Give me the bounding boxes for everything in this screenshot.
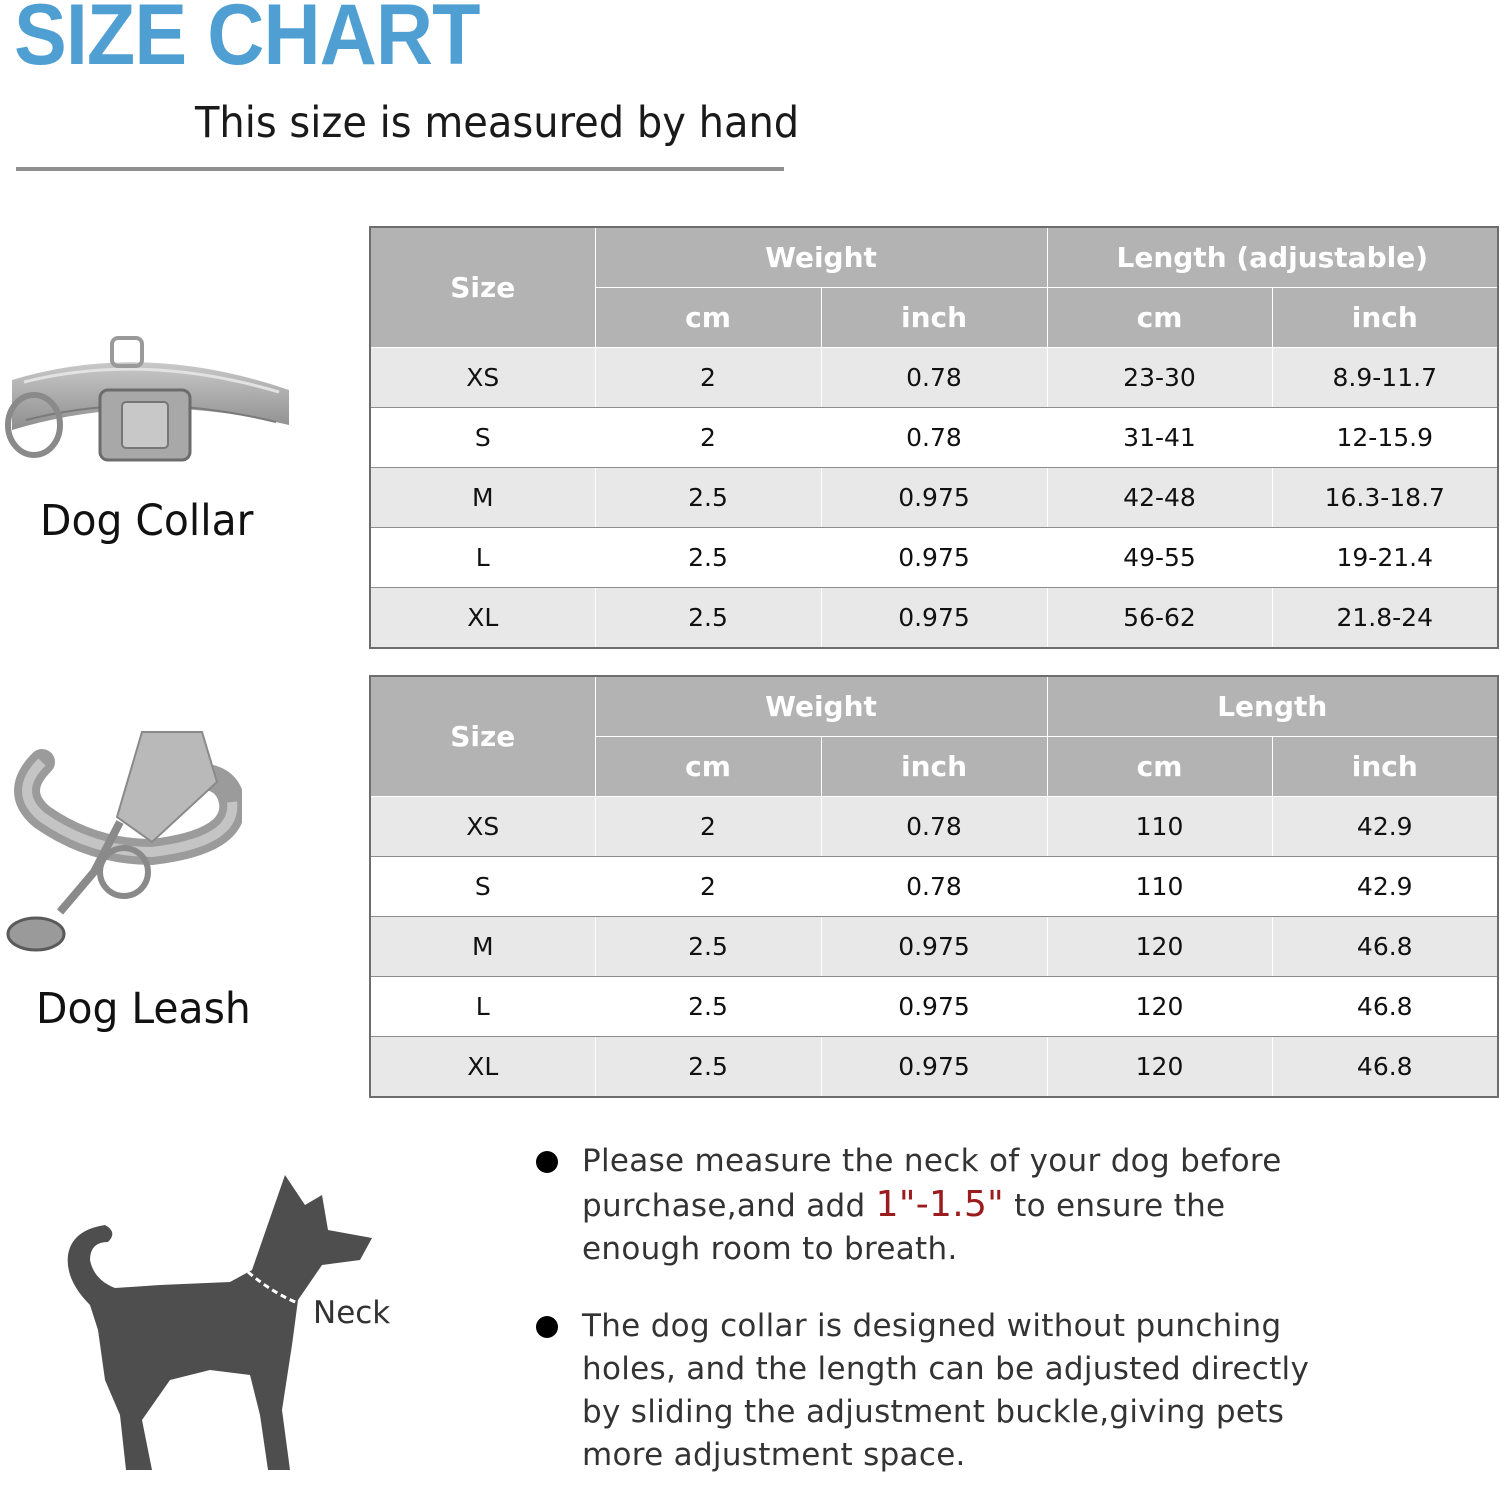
weight-inch-cell: 0.975 (821, 1037, 1047, 1098)
size-cell: XS (370, 797, 595, 857)
weight-inch-cell: 0.975 (821, 588, 1047, 649)
note1-text-end: to ensure the enough room to breath. (582, 1188, 1226, 1267)
length-inch-header: inch (1272, 737, 1498, 797)
length-inch-header: inch (1272, 288, 1498, 348)
length-cm-cell: 110 (1047, 857, 1272, 917)
size-header: Size (370, 227, 595, 348)
page-subtitle: This size is measured by hand (195, 98, 800, 148)
measurement-notes (536, 1140, 1336, 1511)
length-header: Length (1047, 676, 1498, 737)
note1-highlight: 1"-1.5" (875, 1184, 1005, 1225)
table-row (370, 588, 1498, 649)
size-cell: M (370, 917, 595, 977)
length-cm-cell: 56-62 (1047, 588, 1272, 649)
bullet-icon (536, 1316, 558, 1338)
weight-cm-header: cm (595, 737, 821, 797)
table-row (370, 917, 1498, 977)
size-cell: L (370, 528, 595, 588)
weight-cm-cell: 2.5 (595, 977, 821, 1037)
length-inch-cell: 42.9 (1272, 857, 1498, 917)
table-row (370, 408, 1498, 468)
note2-text: The dog collar is designed without punching holes, and the length can be adjusted directly by sliding the adjustment buckle,giving pets more adjustment space. (582, 1308, 1310, 1473)
weight-cm-header: cm (595, 288, 821, 348)
weight-cm-cell: 2.5 (595, 588, 821, 649)
length-inch-cell: 12-15.9 (1272, 408, 1498, 468)
page-title: SIZE CHART (14, 0, 480, 83)
title-divider (16, 167, 784, 171)
collar-label: Dog Collar (40, 496, 254, 546)
weight-inch-cell: 0.78 (821, 408, 1047, 468)
weight-inch-cell: 0.975 (821, 468, 1047, 528)
weight-inch-cell: 0.975 (821, 977, 1047, 1037)
length-cm-cell: 31-41 (1047, 408, 1272, 468)
weight-cm-cell: 2.5 (595, 468, 821, 528)
length-inch-cell: 46.8 (1272, 977, 1498, 1037)
length-cm-header: cm (1047, 288, 1272, 348)
length-cm-cell: 110 (1047, 797, 1272, 857)
size-header: Size (370, 676, 595, 797)
weight-inch-cell: 0.78 (821, 797, 1047, 857)
weight-cm-cell: 2 (595, 857, 821, 917)
size-cell: XL (370, 588, 595, 649)
length-cm-cell: 49-55 (1047, 528, 1272, 588)
size-cell: S (370, 857, 595, 917)
table-row (370, 468, 1498, 528)
weight-cm-cell: 2 (595, 797, 821, 857)
note1-text: Please measure the neck of your dog before purchase,and add (582, 1143, 1282, 1224)
size-cell: M (370, 468, 595, 528)
table-row (370, 348, 1498, 408)
weight-inch-cell: 0.78 (821, 348, 1047, 408)
length-cm-cell: 120 (1047, 977, 1272, 1037)
leash-size-table (369, 675, 1499, 1098)
size-cell: L (370, 977, 595, 1037)
length-cm-cell: 23-30 (1047, 348, 1272, 408)
length-cm-cell: 120 (1047, 917, 1272, 977)
table-row (370, 797, 1498, 857)
length-cm-cell: 120 (1047, 1037, 1272, 1098)
weight-cm-cell: 2.5 (595, 1037, 821, 1098)
size-cell: XL (370, 1037, 595, 1098)
leash-label: Dog Leash (36, 984, 251, 1034)
weight-cm-cell: 2 (595, 348, 821, 408)
size-cell: XS (370, 348, 595, 408)
weight-header: Weight (595, 227, 1047, 288)
weight-inch-cell: 0.975 (821, 917, 1047, 977)
dog-leash-icon (2, 722, 242, 954)
length-inch-cell: 42.9 (1272, 797, 1498, 857)
length-cm-cell: 42-48 (1047, 468, 1272, 528)
weight-inch-cell: 0.78 (821, 857, 1047, 917)
table-row (370, 1037, 1498, 1098)
length-cm-header: cm (1047, 737, 1272, 797)
weight-cm-cell: 2.5 (595, 528, 821, 588)
bullet-icon (536, 1151, 558, 1173)
length-header: Length (adjustable) (1047, 227, 1498, 288)
weight-header: Weight (595, 676, 1047, 737)
length-inch-cell: 16.3-18.7 (1272, 468, 1498, 528)
weight-cm-cell: 2.5 (595, 917, 821, 977)
table-row (370, 977, 1498, 1037)
table-row (370, 528, 1498, 588)
weight-inch-header: inch (821, 288, 1047, 348)
weight-cm-cell: 2 (595, 408, 821, 468)
weight-inch-cell: 0.975 (821, 528, 1047, 588)
note-adjustable-collar (536, 1305, 1336, 1477)
table-row (370, 857, 1498, 917)
neck-label: Neck (313, 1295, 391, 1331)
length-inch-cell: 19-21.4 (1272, 528, 1498, 588)
length-inch-cell: 46.8 (1272, 1037, 1498, 1098)
weight-inch-header: inch (821, 737, 1047, 797)
note-measure-neck (536, 1140, 1336, 1271)
length-inch-cell: 8.9-11.7 (1272, 348, 1498, 408)
collar-size-table (369, 226, 1499, 649)
dog-collar-icon (4, 330, 294, 465)
length-inch-cell: 21.8-24 (1272, 588, 1498, 649)
size-cell: S (370, 408, 595, 468)
length-inch-cell: 46.8 (1272, 917, 1498, 977)
